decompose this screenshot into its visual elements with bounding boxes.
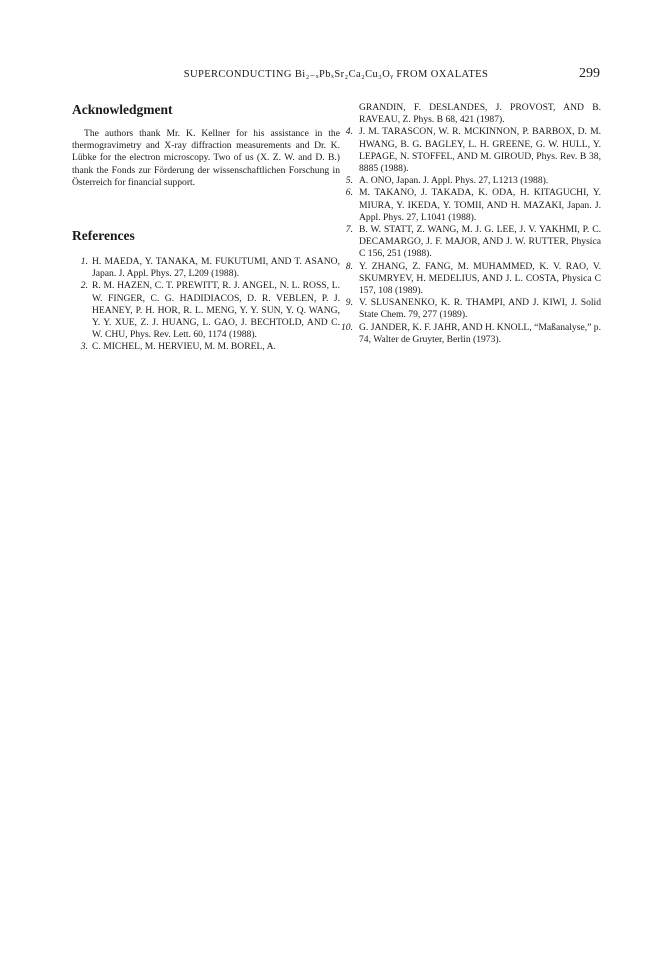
reference-text: A. ONO, Japan. J. Appl. Phys. 27, L1213 (1988). bbox=[359, 175, 549, 187]
reference-item bbox=[72, 341, 340, 353]
reference-text: M. TAKANO, J. TAKADA, K. ODA, H. KITAGUCHI, Y. MIURA, Y. IKEDA, Y. TOMII, AND H. MAZAKI, Japan. J. Appl. Phys. 27, L1041 (1988). bbox=[359, 187, 601, 223]
reference-text: H. MAEDA, Y. TANAKA, M. FUKUTUMI, AND T. ASANO, Japan. J. Appl. Phys. 27, L209 (1988). bbox=[92, 256, 340, 280]
reference-text: G. JANDER, K. F. JAHR, AND H. KNOLL, “Maßanalyse,” p. 74, Walter de Gruyter, Berlin (1973). bbox=[359, 321, 601, 345]
reference-text: B. W. STATT, Z. WANG, M. J. G. LEE, J. V. YAKHMI, P. C. DECAMARGO, J. F. MAJOR, AND J. W. RUTTER, Physica C 156, 251 (1988). bbox=[359, 224, 601, 260]
reference-item bbox=[72, 256, 340, 280]
reference-text: V. SLUSANENKO, K. R. THAMPI, AND J. KIWI, J. Solid State Chem. 79, 277 (1989). bbox=[359, 297, 601, 321]
reference-text: J. M. TARASCON, W. R. MCKINNON, P. BARBOX, D. M. HWANG, B. G. BAGLEY, L. H. GREENE, G. W. HULL, Y. LEPAGE, N. STOFFEL, AND M. GIROUD, Phys. Rev. B 38, 8885 (1988). bbox=[359, 126, 601, 175]
reference-number: 7. bbox=[345, 224, 353, 236]
reference-continuation: GRANDIN, F. DESLANDES, J. PROVOST, AND B. RAVEAU, Z. Phys. B 68, 421 (1987). bbox=[359, 102, 601, 126]
page-number: 299 bbox=[579, 66, 600, 81]
references-heading: References bbox=[72, 228, 135, 244]
reference-number: 8. bbox=[345, 260, 353, 272]
acknowledgment-body: The authors thank Mr. K. Kellner for his assistance in the thermogravimetry and X-ray diffraction measurements and Dr. K. Lübke for the electron microscopy. Two of us (X. Z. W. and D. B.) thank the Fonds zur Förderung der wissenschaftlichen Forschung in Österreich for financial support. bbox=[72, 128, 340, 188]
reference-item bbox=[331, 297, 601, 321]
running-title: SUPERCONDUCTING Bi₂₋ₓPbₓSr₂Ca₂Cu₃Oᵧ FROM OXALATES bbox=[183, 69, 489, 80]
right-column bbox=[331, 102, 601, 346]
reference-item bbox=[331, 224, 601, 261]
reference-number: 1. bbox=[80, 256, 88, 268]
reference-number: 2. bbox=[80, 280, 88, 292]
reference-number: 5. bbox=[345, 175, 353, 187]
reference-number: 6. bbox=[345, 187, 353, 199]
reference-item bbox=[72, 280, 340, 341]
reference-text: C. MICHEL, M. HERVIEU, M. M. BOREL, A. bbox=[92, 341, 276, 353]
reference-number: 3. bbox=[80, 341, 88, 353]
reference-item bbox=[331, 261, 601, 298]
left-column bbox=[72, 102, 340, 354]
reference-number: 9. bbox=[345, 297, 353, 309]
references-list-right bbox=[331, 126, 601, 346]
reference-item bbox=[331, 126, 601, 175]
reference-number: 4. bbox=[345, 126, 353, 138]
reference-text: Y. ZHANG, Z. FANG, M. MUHAMMED, K. V. RAO, V. SKUMRYEV, H. MEDELIUS, AND J. L. COSTA, Physica C 157, 108 (1989). bbox=[359, 260, 601, 297]
acknowledgment-heading: Acknowledgment bbox=[72, 102, 173, 117]
reference-item bbox=[331, 187, 601, 224]
reference-item bbox=[331, 322, 601, 346]
references-list-left bbox=[72, 256, 340, 354]
running-head bbox=[72, 66, 600, 86]
reference-number: 10. bbox=[341, 321, 353, 333]
reference-text: R. M. HAZEN, C. T. PREWITT, R. J. ANGEL, N. L. ROSS, L. W. FINGER, C. G. HADIDIACOS, D. R. VEBLEN, P. J. HEANEY, P. H. HOR, R. L. MENG, Y. Y. SUN, Y. Q. WANG, Y. Y. XUE, Z. J. HUANG, L. GAO, J. BECHTOLD, AND C. W. CHU, Phys. Rev. Lett. 60, 1174 (1988). bbox=[92, 280, 340, 341]
reference-item bbox=[331, 175, 601, 187]
